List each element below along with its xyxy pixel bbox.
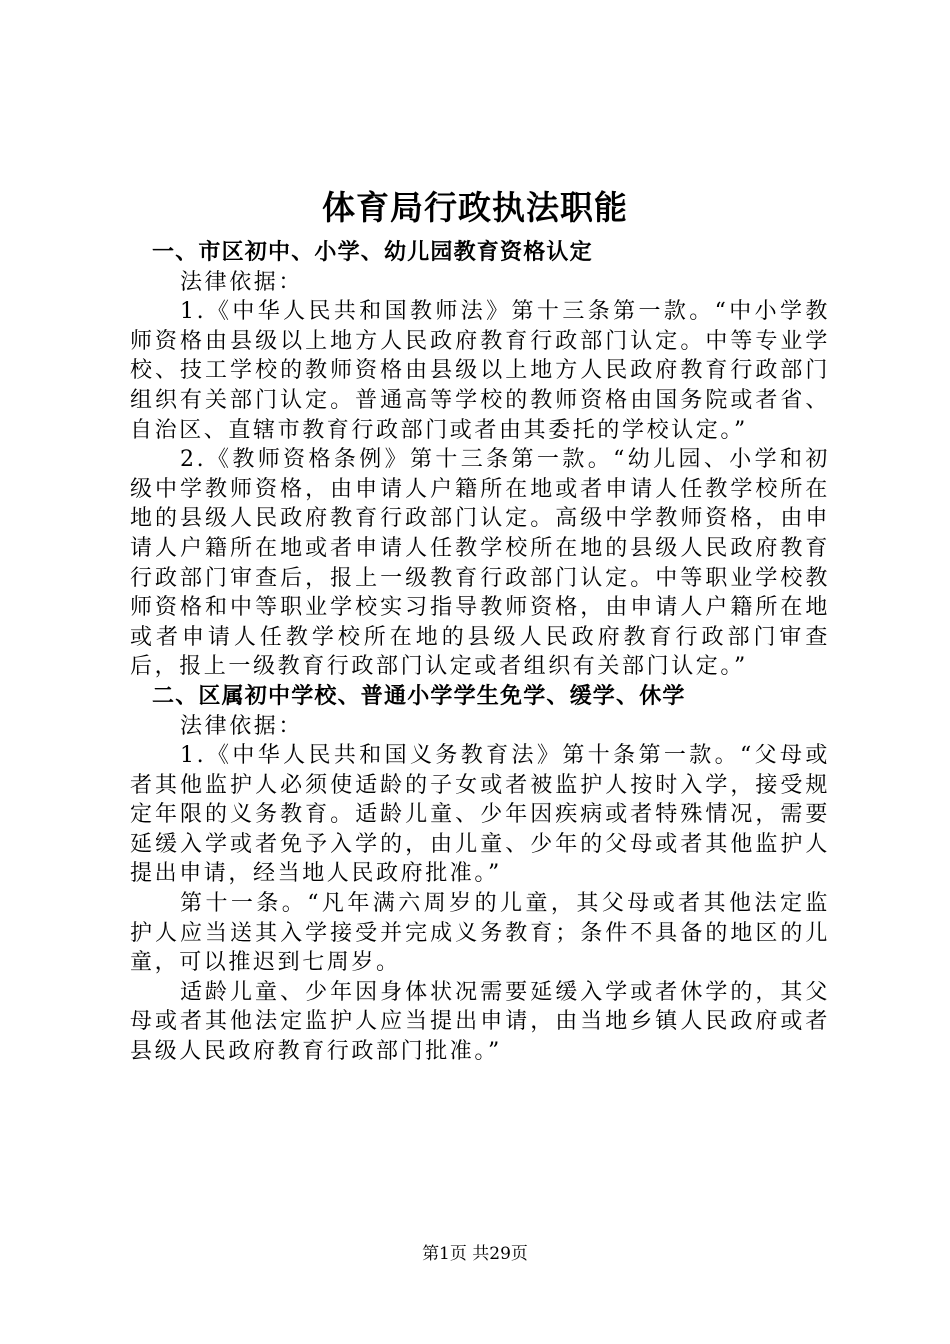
section-1-paragraph-2: 2.《教师资格条例》第十三条第一款。“幼儿园、小学和初级中学教师资格，由申请人户籍所在地或者申请人任教学校所在地的县级人民政府教育行政部门认定。高级中学教师资格，由申请人户籍所在地或者申请人任教学校所在地的县级人民政府教育行政部门审查后，报上一级教育行政部门认定。中等职业学校教师资格和中等职业学校实习指导教师资格，由申请人户籍所在地或者申请人任教学校所在地的县级人民政府教育行政部门审查后，报上一级教育行政部门认定或者组织有关部门认定。” (130, 447, 830, 680)
section-2-paragraph-1: 1.《中华人民共和国义务教育法》第十条第一款。“父母或者其他监护人必须使适龄的子女或者被监护人按时入学，接受规定年限的义务教育。适龄儿童、少年因疾病或者特殊情况，需要延缓入学或者免予入学的，由儿童、少年的父母或者其他监护人提出申请，经当地人民政府批准。” (130, 743, 830, 887)
section-2-basis-label: 法律依据： (180, 713, 304, 739)
document-title: 体育局行政执法职能 (322, 188, 628, 227)
section-1-basis-label: 法律依据： (180, 269, 304, 295)
page-footer: 第1页 共29页 (422, 1244, 528, 1264)
section-1-paragraph-1: 1.《中华人民共和国教师法》第十三条第一款。“中小学教师资格由县级以上地方人民政府教育行政部门认定。中等专业学校、技工学校的教师资格由县级以上地方人民政府教育行政部门组织有关部门认定。普通高等学校的教师资格由国务院或者省、自治区、直辖市教育行政部门或者由其委托的学校认定。” (130, 299, 830, 443)
document-body (130, 238, 830, 1067)
section-2-paragraph-3: 适龄儿童、少年因身体状况需要延缓入学或者休学的，其父母或者其他法定监护人应当提出申请，由当地乡镇人民政府或者县级人民政府教育行政部门批准。” (130, 979, 830, 1065)
section-2-paragraph-2: 第十一条。“凡年满六周岁的儿童，其父母或者其他法定监护人应当送其入学接受并完成义务教育；条件不具备的地区的儿童，可以推迟到七周岁。 (130, 891, 830, 976)
section-2-heading: 二、区属初中学校、普通小学学生免学、缓学、休学 (152, 683, 686, 709)
section-1-heading: 一、市区初中、小学、幼儿园教育资格认定 (152, 240, 593, 265)
